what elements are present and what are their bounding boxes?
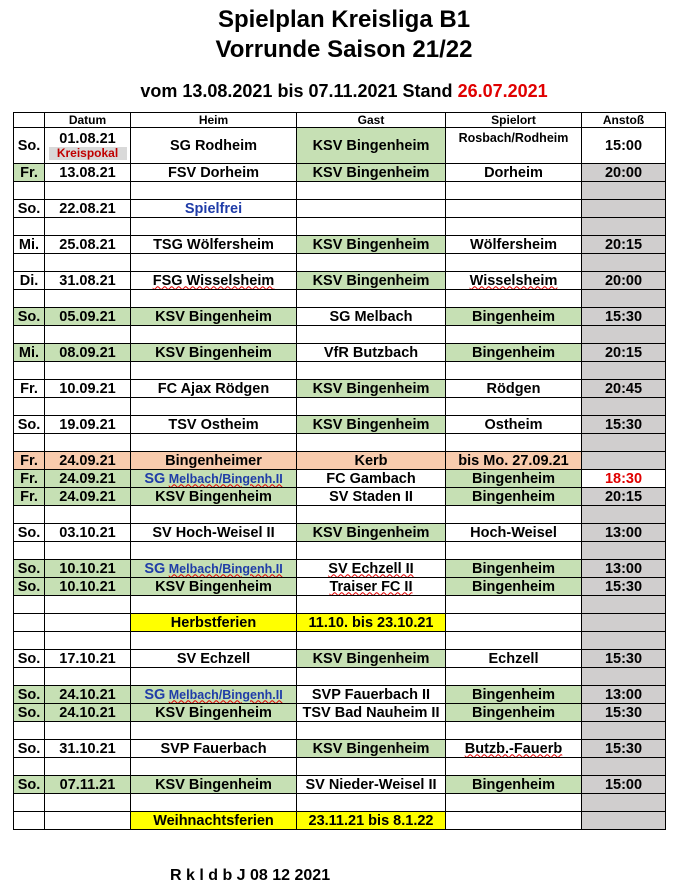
date-cell: 24.09.21 — [45, 452, 131, 470]
date-cell — [45, 614, 131, 632]
venue-cell: Echzell — [446, 650, 582, 668]
date-cell: 24.09.21 — [45, 488, 131, 506]
venue-cell: Dorheim — [446, 164, 582, 182]
home-cell — [131, 686, 297, 704]
day-cell: So. — [14, 704, 45, 722]
table-row — [14, 704, 666, 722]
guest-cell: 11.10. bis 23.10.21 — [297, 614, 446, 632]
day-cell: Fr. — [14, 452, 45, 470]
kickoff-cell — [582, 200, 666, 218]
date-cell: 07.11.21 — [45, 776, 131, 794]
guest-cell: KSV Bingenheim — [297, 128, 446, 164]
venue-value: Wisselsheim — [469, 272, 558, 289]
spacer-row — [14, 506, 666, 524]
date-cell: 31.10.21 — [45, 740, 131, 758]
day-cell: Fr. — [14, 488, 45, 506]
home-value: FSG Wisselsheim — [152, 272, 275, 289]
table-row — [14, 614, 666, 632]
home-cell — [131, 560, 297, 578]
guest-cell — [297, 200, 446, 218]
guest-cell: SV Nieder-Weisel II — [297, 776, 446, 794]
date-cell: 10.10.21 — [45, 578, 131, 596]
venue-cell — [446, 128, 582, 164]
guest-cell: KSV Bingenheim — [297, 740, 446, 758]
kickoff-cell: 20:45 — [582, 380, 666, 398]
home-value: Melbach/Bingenh.II — [168, 687, 283, 702]
spacer-row — [14, 434, 666, 452]
kickoff-cell: 20:00 — [582, 272, 666, 290]
date-cell: 24.09.21 — [45, 470, 131, 488]
table-row — [14, 128, 666, 164]
home-cell: Bingenheimer — [131, 452, 297, 470]
header-row — [14, 113, 666, 128]
table-row — [14, 308, 666, 326]
spacer-row — [14, 722, 666, 740]
date-cell: 31.08.21 — [45, 272, 131, 290]
home-cell: SVP Fauerbach — [131, 740, 297, 758]
spacer-row — [14, 182, 666, 200]
spacer-row — [14, 542, 666, 560]
kickoff-cell: 15:00 — [582, 776, 666, 794]
day-cell — [14, 614, 45, 632]
kickoff-cell: 15:30 — [582, 740, 666, 758]
venue-cell: Bingenheim — [446, 776, 582, 794]
venue-value: Butzb.-Fauerb — [464, 740, 563, 757]
venue-cell: Rödgen — [446, 380, 582, 398]
guest-cell: TSV Bad Nauheim II — [297, 704, 446, 722]
guest-cell — [297, 578, 446, 596]
table-row — [14, 164, 666, 182]
date-cell: 03.10.21 — [45, 524, 131, 542]
title-line-1: Spielplan Kreisliga B1 — [217, 6, 471, 33]
home-cell: KSV Bingenheim — [131, 488, 297, 506]
guest-value: Traiser FC II — [329, 578, 413, 595]
table-row — [14, 740, 666, 758]
header-home: Heim — [131, 113, 297, 128]
home-cell: Spielfrei — [131, 200, 297, 218]
kickoff-cell: 15:00 — [582, 128, 666, 164]
kickoff-cell: 15:30 — [582, 416, 666, 434]
kickoff-cell — [582, 452, 666, 470]
table-row — [14, 650, 666, 668]
kickoff-cell: 13:00 — [582, 524, 666, 542]
venue-cell: Bingenheim — [446, 308, 582, 326]
table-row — [14, 236, 666, 254]
table-row — [14, 560, 666, 578]
kickoff-cell: 13:00 — [582, 686, 666, 704]
date-cell: 25.08.21 — [45, 236, 131, 254]
date-cell: 05.09.21 — [45, 308, 131, 326]
guest-cell: KSV Bingenheim — [297, 236, 446, 254]
guest-cell: Kerb — [297, 452, 446, 470]
table-row — [14, 686, 666, 704]
guest-cell: SVP Fauerbach II — [297, 686, 446, 704]
schedule-table — [13, 112, 666, 830]
venue-cell: Wölfersheim — [446, 236, 582, 254]
date-cell — [45, 812, 131, 830]
guest-cell: KSV Bingenheim — [297, 416, 446, 434]
day-cell: So. — [14, 308, 45, 326]
day-cell: So. — [14, 740, 45, 758]
venue-cell — [446, 614, 582, 632]
home-value: Melbach/Bingenh.II — [168, 471, 283, 486]
guest-cell: SV Staden II — [297, 488, 446, 506]
title-line-2: Vorrunde Saison 21/22 — [215, 36, 473, 63]
home-cell: SV Echzell — [131, 650, 297, 668]
table-row — [14, 488, 666, 506]
subtitle-date: 26.07.2021 — [457, 81, 548, 101]
home-cell: SG Rodheim — [131, 128, 297, 164]
table-row — [14, 812, 666, 830]
day-cell: Mi. — [14, 236, 45, 254]
home-cell — [131, 470, 297, 488]
kickoff-cell — [582, 614, 666, 632]
date-cell: 19.09.21 — [45, 416, 131, 434]
home-cell: KSV Bingenheim — [131, 704, 297, 722]
table-row — [14, 416, 666, 434]
venue-cell: Ostheim — [446, 416, 582, 434]
home-cell — [131, 272, 297, 290]
date-cell: 22.08.21 — [45, 200, 131, 218]
date-cell: 24.10.21 — [45, 686, 131, 704]
guest-cell: KSV Bingenheim — [297, 272, 446, 290]
home-cell: FSV Dorheim — [131, 164, 297, 182]
kickoff-cell: 18:30 — [582, 470, 666, 488]
venue-cell — [446, 812, 582, 830]
subtitle — [0, 80, 688, 102]
day-cell: Fr. — [14, 470, 45, 488]
home-value: Melbach/Bingenh.II — [168, 561, 283, 576]
guest-cell: KSV Bingenheim — [297, 164, 446, 182]
table-row — [14, 452, 666, 470]
home-cell: KSV Bingenheim — [131, 308, 297, 326]
home-cell: KSV Bingenheim — [131, 578, 297, 596]
day-cell: So. — [14, 524, 45, 542]
date-cell: 08.09.21 — [45, 344, 131, 362]
home-cell: SV Hoch-Weisel II — [131, 524, 297, 542]
kickoff-cell: 15:30 — [582, 308, 666, 326]
spacer-row — [14, 794, 666, 812]
guest-cell: KSV Bingenheim — [297, 650, 446, 668]
day-cell: So. — [14, 650, 45, 668]
home-cell: KSV Bingenheim — [131, 776, 297, 794]
footer-partial-text: R k l d b J 08 12 2021 — [170, 867, 331, 884]
home-sg: SG — [144, 470, 166, 487]
table-row — [14, 578, 666, 596]
home-cell: TSV Ostheim — [131, 416, 297, 434]
header-date: Datum — [45, 113, 131, 128]
venue-cell: Hoch-Weisel — [446, 524, 582, 542]
table-row — [14, 380, 666, 398]
home-cell: Herbstferien — [131, 614, 297, 632]
venue-cell: Bingenheim — [446, 704, 582, 722]
kickoff-cell: 15:30 — [582, 704, 666, 722]
day-cell: Fr. — [14, 380, 45, 398]
kickoff-cell: 20:15 — [582, 344, 666, 362]
venue-cell: Bingenheim — [446, 488, 582, 506]
guest-cell: FC Gambach — [297, 470, 446, 488]
day-cell: So. — [14, 686, 45, 704]
venue-cell: bis Mo. 27.09.21 — [446, 452, 582, 470]
day-cell: So. — [14, 128, 45, 164]
venue-cell — [446, 200, 582, 218]
date-cell: 13.08.21 — [45, 164, 131, 182]
guest-cell: KSV Bingenheim — [297, 524, 446, 542]
home-cell: Weihnachtsferien — [131, 812, 297, 830]
day-cell: So. — [14, 416, 45, 434]
kickoff-cell — [582, 812, 666, 830]
spacer-row — [14, 290, 666, 308]
kickoff-cell: 20:00 — [582, 164, 666, 182]
spacer-row — [14, 398, 666, 416]
day-cell: Di. — [14, 272, 45, 290]
table-row — [14, 200, 666, 218]
day-cell: So. — [14, 200, 45, 218]
date-cell: 24.10.21 — [45, 704, 131, 722]
day-cell: Fr. — [14, 164, 45, 182]
cup-label: Kreispokal — [49, 147, 127, 160]
home-sg: SG — [144, 686, 166, 703]
spacer-row — [14, 254, 666, 272]
header-venue: Spielort — [446, 113, 582, 128]
table-row — [14, 272, 666, 290]
day-cell — [14, 812, 45, 830]
guest-cell: SG Melbach — [297, 308, 446, 326]
venue-cell — [446, 740, 582, 758]
subtitle-prefix: vom 13.08.2021 bis 07.11.2021 Stand — [140, 81, 458, 101]
day-cell: Mi. — [14, 344, 45, 362]
date-cell: 10.09.21 — [45, 380, 131, 398]
guest-cell: 23.11.21 bis 8.1.22 — [297, 812, 446, 830]
spacer-row — [14, 218, 666, 236]
kickoff-cell: 13:00 — [582, 560, 666, 578]
venue-cell: Bingenheim — [446, 344, 582, 362]
spacer-row — [14, 326, 666, 344]
table-row — [14, 524, 666, 542]
kickoff-cell: 15:30 — [582, 650, 666, 668]
venue-cell: Bingenheim — [446, 560, 582, 578]
home-sg: SG — [144, 560, 166, 577]
spacer-row — [14, 362, 666, 380]
date-value: 01.08.21 — [59, 131, 116, 147]
venue-cell: Bingenheim — [446, 470, 582, 488]
home-cell: FC Ajax Rödgen — [131, 380, 297, 398]
header-guest: Gast — [297, 113, 446, 128]
day-cell: So. — [14, 776, 45, 794]
guest-cell — [297, 560, 446, 578]
home-cell: KSV Bingenheim — [131, 344, 297, 362]
date-cell: 10.10.21 — [45, 560, 131, 578]
day-cell: So. — [14, 578, 45, 596]
guest-cell: VfR Butzbach — [297, 344, 446, 362]
spacer-row — [14, 668, 666, 686]
date-cell: 17.10.21 — [45, 650, 131, 668]
kickoff-cell: 15:30 — [582, 578, 666, 596]
header-day — [14, 113, 45, 128]
table-row — [14, 344, 666, 362]
kickoff-cell: 20:15 — [582, 488, 666, 506]
guest-cell: KSV Bingenheim — [297, 380, 446, 398]
venue-value: Rosbach/Rodheim — [458, 130, 569, 145]
spacer-row — [14, 632, 666, 650]
venue-cell — [446, 272, 582, 290]
guest-value: SV Echzell II — [328, 560, 414, 577]
spacer-row — [14, 758, 666, 776]
date-cell — [45, 128, 131, 164]
home-cell: TSG Wölfersheim — [131, 236, 297, 254]
spacer-row — [14, 596, 666, 614]
venue-cell: Bingenheim — [446, 578, 582, 596]
day-cell: So. — [14, 560, 45, 578]
table-row — [14, 776, 666, 794]
header-kickoff: Anstoß — [582, 113, 666, 128]
venue-cell: Bingenheim — [446, 686, 582, 704]
table-row — [14, 470, 666, 488]
kickoff-cell: 20:15 — [582, 236, 666, 254]
